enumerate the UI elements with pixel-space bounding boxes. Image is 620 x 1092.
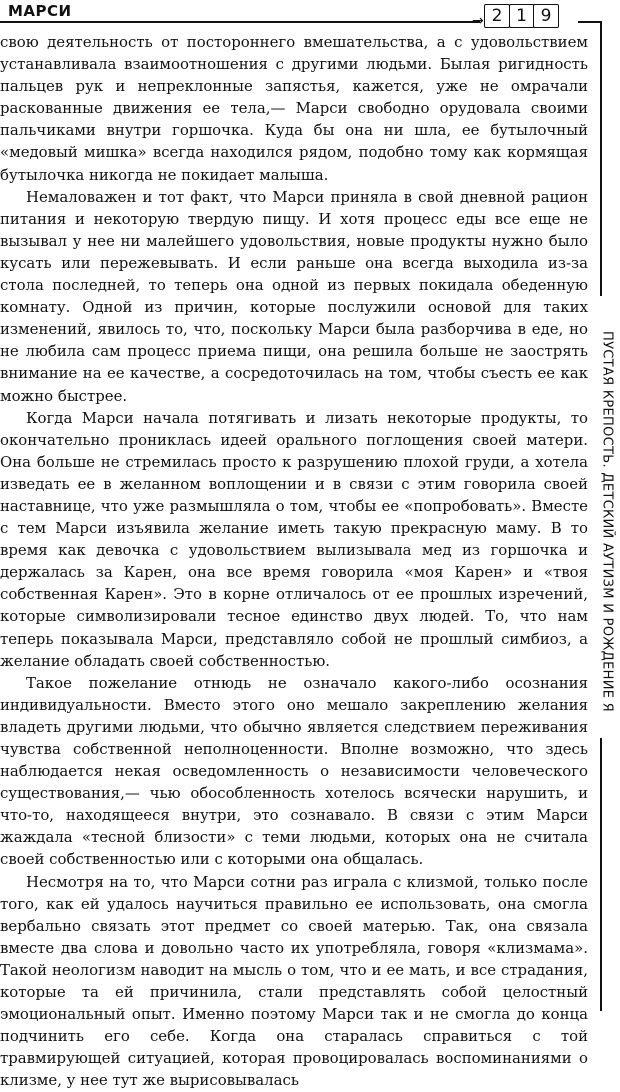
page-number-digit: 1 [509, 4, 535, 28]
body-text [0, 31, 588, 1092]
paragraph: Немаловажен и тот факт, что Марси приняла в свой дневной рацион питания и некоторую твердую пищу. И хотя процесс еды все еще не вызывал у нее ни малейшего удовольствия, новые продукты нужно было кусать или пережевывать. И если раньше она всегда выходила из-за стола последней, то теперь она одной из первых покидала обеденную комнату. Одной из причин, которые послужили основой для таких изменений, явилось то, что, поскольку Марси была разборчива в еде, но не любила сам процесс приема пищи, она решила больше не заострять внимание на ее качестве, а сосредоточилась на том, чтобы съесть ее как можно быстрее. [0, 187, 588, 405]
side-rule-top [600, 21, 602, 296]
page-number [484, 4, 558, 28]
side-rule-bottom [600, 738, 602, 1011]
side-book-title [597, 317, 617, 727]
paragraph: свою деятельность от постороннего вмешательства, а с удовольствием устанавливала взаимоотношения с другими людьми. Былая ригидность пальцев рук и непреклонные запястья, кажется, уже не омрачали раскованные движения ее тела,— Марси свободно орудовала своими пальчиками внутри горшочка. Куда бы она ни шла, ее бутылочный «медовый мишка» всегда находился рядом, подобно тому как кормящая бутылочка никогда не покидает малыша. [0, 33, 588, 184]
arrow-right-icon: → [472, 13, 484, 29]
running-head: МАРСИ [8, 2, 72, 20]
paragraph: Такое пожелание отнюдь не означало какого-либо осознания индивидуальности. Вместо этого оно мешало закреплению желания владеть другими людьми, что обычно является следствием переживания чувства собственной неполноценности. Вполне возможно, что здесь наблюдается некая осведомленность о независимости человеческого существования,— чью обособленность хотелось всячески нарушить, и что-то, находящееся внутри, это сознавало. В связи с этим Марси жаждала «тесной близости» с теми людьми, которых она не считала своей собственностью или с которыми она общалась. [0, 673, 588, 869]
header-rule [0, 21, 480, 23]
side-book-title-text: ПУСТАЯ КРЕПОСТЬ. ДЕТСКИЙ АУТИЗМ И РОЖДЕНИЕ Я [599, 331, 615, 713]
page-number-digit: 9 [533, 4, 559, 28]
page-number-digit: 2 [484, 4, 510, 28]
paragraph: Когда Марси начала потягивать и лизать некоторые продукты, то окончательно прониклась идеей орального поглощения своей матери. Она больше не стремилась просто к разрушению плохой груди, а хотела изведать ее в желанном воплощении и в связи с этим говорила своей наставнице, что уже размышляла о том, чтобы ее «попробовать». Вместе с тем Марси изъявила желание иметь такую прекрасную маму. В то время как девочка с удовольствием вылизывала мед из горшочка и держалась за Карен, она все время говорила «моя Карен» и «твоя собственная Карен». Это в корне отличалось от ее прошлых изречений, которые символизировали тесное единство двух людей. То, что нам теперь показывала Марси, представляло собой не прошлый симбиоз, а желание обладать своей собственностью. [0, 408, 588, 670]
header-rule-right [578, 21, 600, 23]
paragraph: Несмотря на то, что Марси сотни раз играла с клизмой, только после того, как ей удалось научиться правильно ее использовать, она смогла вербально связать этот предмет со своей матерью. Так, она связала вместе два слова и довольно часто их употребляла, говоря «клизмама». Такой неологизм наводит на мысль о том, что и ее мать, и все страдания, которые та ей причинила, стали представлять собой целостный эмоциональный опыт. Именно поэтому Марси так и не смогла до конца подчинить его себе. Когда она старалась справиться с той травмирующей ситуацией, которая провоцировалась воспоминаниями о клизме, у нее тут же вырисовывалась [0, 872, 588, 1090]
